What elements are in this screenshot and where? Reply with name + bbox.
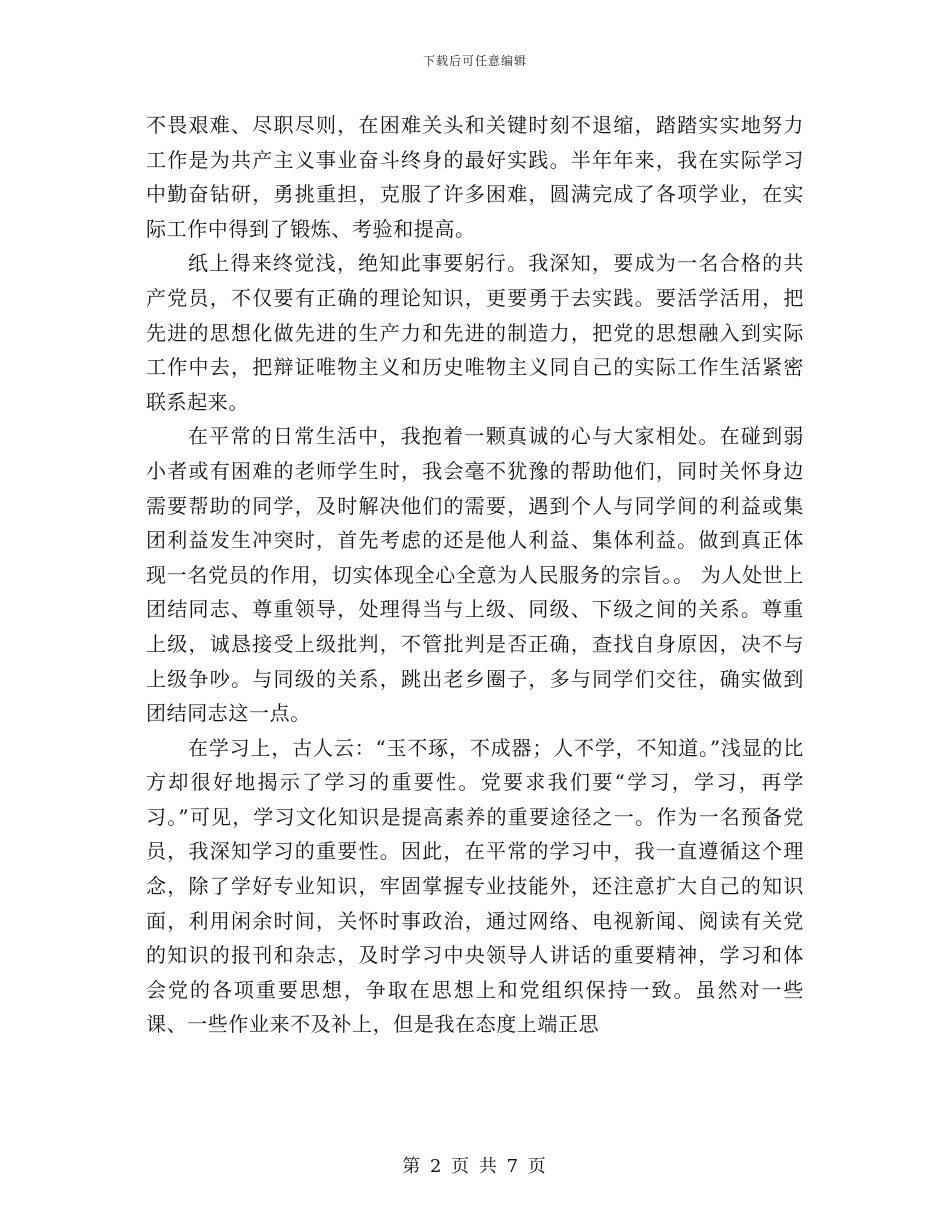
paragraph-3: 在平常的日常生活中，我抱着一颗真诚的心与大家相处。在碰到弱小者或有困难的老师学生时，我会毫不犹豫的帮助他们，同时关怀身边需要帮助的同学，及时解决他们的需要，遇到个人与同学间的利益或集团利益发生冲突时，首先考虑的还是他人利益、集体利益。做到真正体现一名党员的作用，切实体现全心全意为人民服务的宗旨。。 为人处世上团结同志、尊重领导，处理得当与上级、同级、下级之间的关系。尊重上级，诚恳接受上级批判，不管批判是否正确，查找自身原因，决不与上级争吵。与同级的关系，跳出老乡圈子，多与同学们交往，确实做到团结同志这一点。 bbox=[146, 424, 804, 726]
page-header-note: 下载后可任意编辑 bbox=[422, 54, 527, 68]
paragraph-1: 不畏艰难、尽职尽则，在困难关头和关键时刻不退缩，踏踏实实地努力工作是为共产主义事业奋斗终身的最好实践。半年年来，我在实际学习中勤奋钻研，勇挑重担，克服了许多困难，圆满完成了各项学业，在实际工作中得到了锻炼、考验和提高。 bbox=[146, 113, 804, 241]
document-body bbox=[146, 108, 804, 1042]
paragraph-2: 纸上得来终觉浅，绝知此事要躬行。我深知，要成为一名合格的共产党员，不仅要有正确的理论知识，更要勇于去实践。要活学活用，把先进的思想化做先进的生产力和先进的制造力，把党的思想融入到实际工作中去，把辩证唯物主义和历史唯物主义同自己的实际工作生活紧密联系起来。 bbox=[146, 251, 804, 414]
paragraph-4: 在学习上，古人云：“玉不琢，不成器；人不学，不知道。”浅显的比方却很好地揭示了学习的重要性。党要求我们要“学习，学习，再学习。”可见，学习文化知识是提高素养的重要途径之一。作为一名预备党员，我深知学习的重要性。因此，在平常的学习中，我一直遵循这个理念，除了学好专业知识，牢固掌握专业技能外，还注意扩大自己的知识面，利用闲余时间，关怀时事政治，通过网络、电视新闻、阅读有关党的知识的报刊和杂志，及时学习中央领导人讲话的重要精神，学习和体会党的各项重要思想，争取在思想上和党组织保持一致。虽然对一些课、一些作业来不及补上，但是我在态度上端正思 bbox=[146, 735, 804, 1037]
page-number-footer: 第 2 页 共 7 页 bbox=[402, 1156, 548, 1177]
